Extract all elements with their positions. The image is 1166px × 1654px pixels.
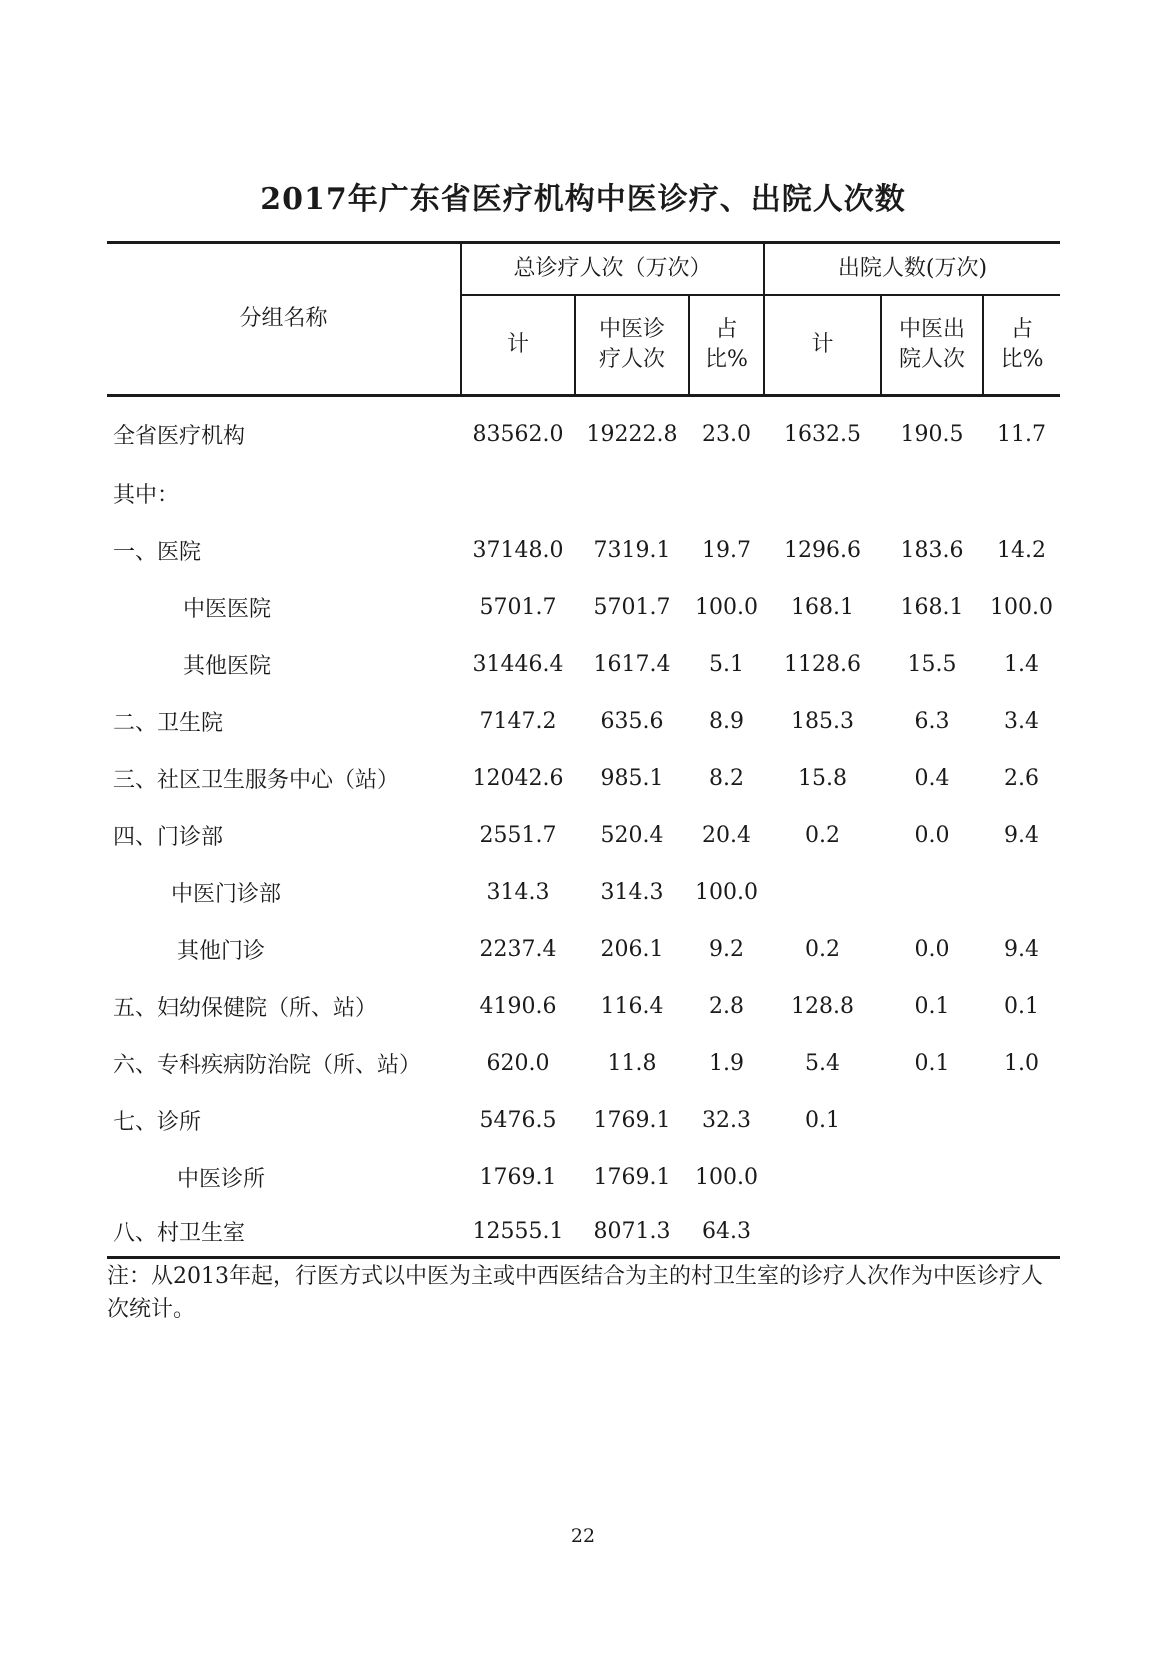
cell-discharge-total: 168.1 bbox=[791, 595, 854, 620]
cell-tcm-visits: 19222.8 bbox=[586, 421, 678, 447]
table-row bbox=[107, 1092, 1060, 1149]
cell-discharge-total: 1296.6 bbox=[784, 538, 861, 563]
cell-tcm-discharges: 15.5 bbox=[907, 652, 957, 677]
cell-visits-total: 2237.4 bbox=[479, 937, 557, 962]
table-row bbox=[107, 1035, 1060, 1092]
cell-tcm-visits: 1617.4 bbox=[593, 652, 671, 677]
header-tcm-discharges bbox=[881, 295, 983, 396]
cell-tcm-discharges: 190.5 bbox=[900, 421, 964, 447]
cell-discharge-share: 1.0 bbox=[1004, 1051, 1040, 1076]
table-row bbox=[107, 978, 1060, 1035]
table-note: 注：从2013年起，行医方式以中医为主或中西医结合为主的村卫生室的诊疗人次作为中医诊疗人次统计。 bbox=[107, 1264, 1043, 1322]
cell-visits-share: 100.0 bbox=[695, 1165, 758, 1190]
table-row bbox=[107, 864, 1060, 921]
table-row bbox=[107, 522, 1060, 579]
header-discharge-share bbox=[983, 295, 1060, 396]
table-row bbox=[107, 693, 1060, 750]
cell-tcm-visits: 1769.1 bbox=[593, 1165, 671, 1190]
cell-visits-total: 620.0 bbox=[486, 1051, 550, 1076]
row-label: 中医医院 bbox=[183, 597, 272, 622]
cell-discharge-share: 9.4 bbox=[1004, 937, 1040, 962]
cell-visits-total: 5476.5 bbox=[479, 1108, 557, 1133]
header-visits-share-label: 占比% bbox=[705, 317, 748, 372]
table-row bbox=[107, 636, 1060, 693]
header-total-visits: 总诊疗人次（万次） bbox=[461, 243, 764, 296]
cell-visits-share: 5.1 bbox=[709, 652, 744, 677]
cell-discharge-total: 1128.6 bbox=[784, 652, 861, 677]
cell-tcm-discharges bbox=[881, 1149, 983, 1206]
row-label: 三、社区卫生服务中心（站） bbox=[113, 768, 400, 793]
cell-tcm-discharges: 168.1 bbox=[900, 595, 964, 620]
cell-visits-share bbox=[689, 465, 764, 522]
header-visits-total-label: 计 bbox=[506, 332, 529, 357]
row-label: 四、门诊部 bbox=[113, 825, 224, 850]
page-number: 22 bbox=[570, 1525, 596, 1547]
cell-discharge-share bbox=[983, 1092, 1060, 1149]
cell-discharge-share bbox=[983, 864, 1060, 921]
cell-tcm-visits: 206.1 bbox=[600, 937, 664, 962]
row-label: 七、诊所 bbox=[113, 1110, 202, 1135]
row-label: 其中： bbox=[113, 483, 180, 508]
cell-visits-share: 64.3 bbox=[689, 1206, 764, 1258]
row-label: 六、专科疾病防治院（所、站） bbox=[113, 1053, 422, 1078]
cell-tcm-visits: 5701.7 bbox=[593, 595, 671, 620]
row-label: 全省医疗机构 bbox=[113, 423, 246, 449]
row-label: 中医门诊部 bbox=[171, 882, 282, 907]
table-body bbox=[107, 396, 1060, 1258]
row-label: 一、医院 bbox=[113, 540, 202, 565]
cell-tcm-visits: 635.6 bbox=[600, 709, 664, 734]
cell-discharge-total: 0.1 bbox=[805, 1108, 840, 1133]
cell-discharge-total bbox=[764, 1206, 881, 1258]
header-tcm-visits-label: 中医诊疗人次 bbox=[598, 317, 665, 372]
cell-discharge-share: 100.0 bbox=[990, 595, 1053, 620]
cell-visits-total: 1769.1 bbox=[479, 1165, 557, 1190]
cell-discharge-total: 185.3 bbox=[791, 709, 854, 734]
cell-discharge-total: 1632.5 bbox=[784, 421, 861, 447]
cell-visits-share: 8.2 bbox=[709, 766, 744, 791]
cell-visits-share: 2.8 bbox=[709, 994, 744, 1019]
cell-visits-share: 1.9 bbox=[709, 1051, 744, 1076]
row-label: 五、妇幼保健院（所、站） bbox=[113, 996, 378, 1021]
table-header bbox=[107, 243, 1060, 396]
table-row bbox=[107, 396, 1060, 466]
cell-tcm-visits: 116.4 bbox=[600, 994, 664, 1019]
row-label: 二、卫生院 bbox=[113, 711, 224, 736]
cell-discharge-share bbox=[983, 1206, 1060, 1258]
cell-tcm-discharges bbox=[881, 864, 983, 921]
header-discharge-share-label: 占比% bbox=[1000, 317, 1044, 372]
cell-discharge-share: 11.7 bbox=[997, 421, 1046, 447]
cell-discharge-total: 15.8 bbox=[798, 766, 847, 791]
cell-discharge-total: 0.2 bbox=[805, 823, 840, 848]
cell-discharge-share: 14.2 bbox=[997, 538, 1046, 563]
cell-visits-total: 314.3 bbox=[486, 880, 550, 905]
cell-visits-share: 23.0 bbox=[702, 421, 751, 447]
row-label: 中医诊所 bbox=[177, 1167, 266, 1192]
cell-discharge-total bbox=[764, 1149, 881, 1206]
stats-table bbox=[107, 241, 1060, 1259]
cell-visits-share: 8.9 bbox=[709, 709, 744, 734]
table-row bbox=[107, 1206, 1060, 1258]
cell-visits-total: 4190.6 bbox=[479, 994, 557, 1019]
header-group-name: 分组名称 bbox=[107, 243, 461, 396]
row-label: 八、村卫生室 bbox=[107, 1206, 461, 1258]
header-discharge-total bbox=[764, 295, 881, 396]
cell-visits-share: 19.7 bbox=[702, 538, 751, 563]
cell-tcm-visits: 11.8 bbox=[607, 1051, 657, 1076]
cell-discharge-total bbox=[764, 465, 881, 522]
cell-visits-total: 31446.4 bbox=[472, 652, 564, 677]
cell-tcm-visits: 8071.3 bbox=[575, 1206, 689, 1258]
header-tcm-visits bbox=[575, 295, 689, 396]
cell-discharge-share: 2.6 bbox=[1004, 766, 1040, 791]
cell-discharge-total: 0.2 bbox=[805, 937, 840, 962]
cell-discharge-share bbox=[983, 465, 1060, 522]
table-row bbox=[107, 807, 1060, 864]
header-discharge-total-label: 计 bbox=[811, 332, 834, 357]
cell-tcm-discharges: 6.3 bbox=[914, 709, 950, 734]
cell-visits-share: 100.0 bbox=[695, 880, 758, 905]
cell-discharge-share: 1.4 bbox=[1004, 652, 1040, 677]
cell-visits-total: 37148.0 bbox=[472, 538, 564, 563]
cell-tcm-discharges bbox=[881, 1206, 983, 1258]
header-tcm-discharges-label: 中医出院人次 bbox=[898, 317, 965, 372]
cell-tcm-discharges: 0.1 bbox=[914, 994, 950, 1019]
cell-visits-total: 7147.2 bbox=[479, 709, 557, 734]
table-row bbox=[107, 1149, 1060, 1206]
page-title: 2017年广东省医疗机构中医诊疗、出院人次数 bbox=[260, 182, 906, 217]
table-row bbox=[107, 465, 1060, 522]
table-row bbox=[107, 579, 1060, 636]
cell-visits-share: 20.4 bbox=[702, 823, 751, 848]
cell-discharge-total bbox=[764, 864, 881, 921]
table-row bbox=[107, 921, 1060, 978]
cell-tcm-visits: 1769.1 bbox=[593, 1108, 671, 1133]
cell-visits-total: 2551.7 bbox=[479, 823, 557, 848]
cell-discharge-share: 0.1 bbox=[1004, 994, 1040, 1019]
cell-visits-total: 83562.0 bbox=[472, 421, 564, 447]
cell-discharge-share: 9.4 bbox=[1004, 823, 1040, 848]
cell-tcm-visits: 985.1 bbox=[600, 766, 664, 791]
cell-visits-total bbox=[461, 465, 575, 522]
cell-visits-total: 12042.6 bbox=[472, 766, 564, 791]
cell-discharge-total: 5.4 bbox=[805, 1051, 840, 1076]
cell-visits-share: 100.0 bbox=[695, 595, 758, 620]
cell-tcm-visits bbox=[575, 465, 689, 522]
cell-discharge-share bbox=[983, 1149, 1060, 1206]
cell-tcm-discharges: 183.6 bbox=[900, 538, 964, 563]
cell-visits-share: 9.2 bbox=[709, 937, 744, 962]
cell-tcm-visits: 520.4 bbox=[600, 823, 664, 848]
cell-visits-total: 12555.1 bbox=[461, 1206, 575, 1258]
row-label: 其他门诊 bbox=[177, 939, 266, 964]
cell-visits-total: 5701.7 bbox=[479, 595, 557, 620]
cell-tcm-discharges: 0.0 bbox=[914, 823, 950, 848]
header-visits-share bbox=[689, 295, 764, 396]
header-visits-total bbox=[461, 295, 575, 396]
cell-tcm-visits: 314.3 bbox=[600, 880, 664, 905]
cell-tcm-discharges: 0.1 bbox=[914, 1051, 950, 1076]
cell-tcm-discharges: 0.4 bbox=[914, 766, 950, 791]
table-row bbox=[107, 750, 1060, 807]
cell-discharge-share: 3.4 bbox=[1004, 709, 1040, 734]
header-discharges: 出院人数(万次) bbox=[764, 243, 1060, 296]
row-label: 其他医院 bbox=[183, 654, 272, 679]
cell-discharge-total: 128.8 bbox=[791, 994, 854, 1019]
cell-tcm-visits: 7319.1 bbox=[593, 538, 671, 563]
cell-tcm-discharges bbox=[881, 465, 983, 522]
cell-tcm-discharges bbox=[881, 1092, 983, 1149]
cell-visits-share: 32.3 bbox=[702, 1108, 751, 1133]
cell-tcm-discharges: 0.0 bbox=[914, 937, 950, 962]
